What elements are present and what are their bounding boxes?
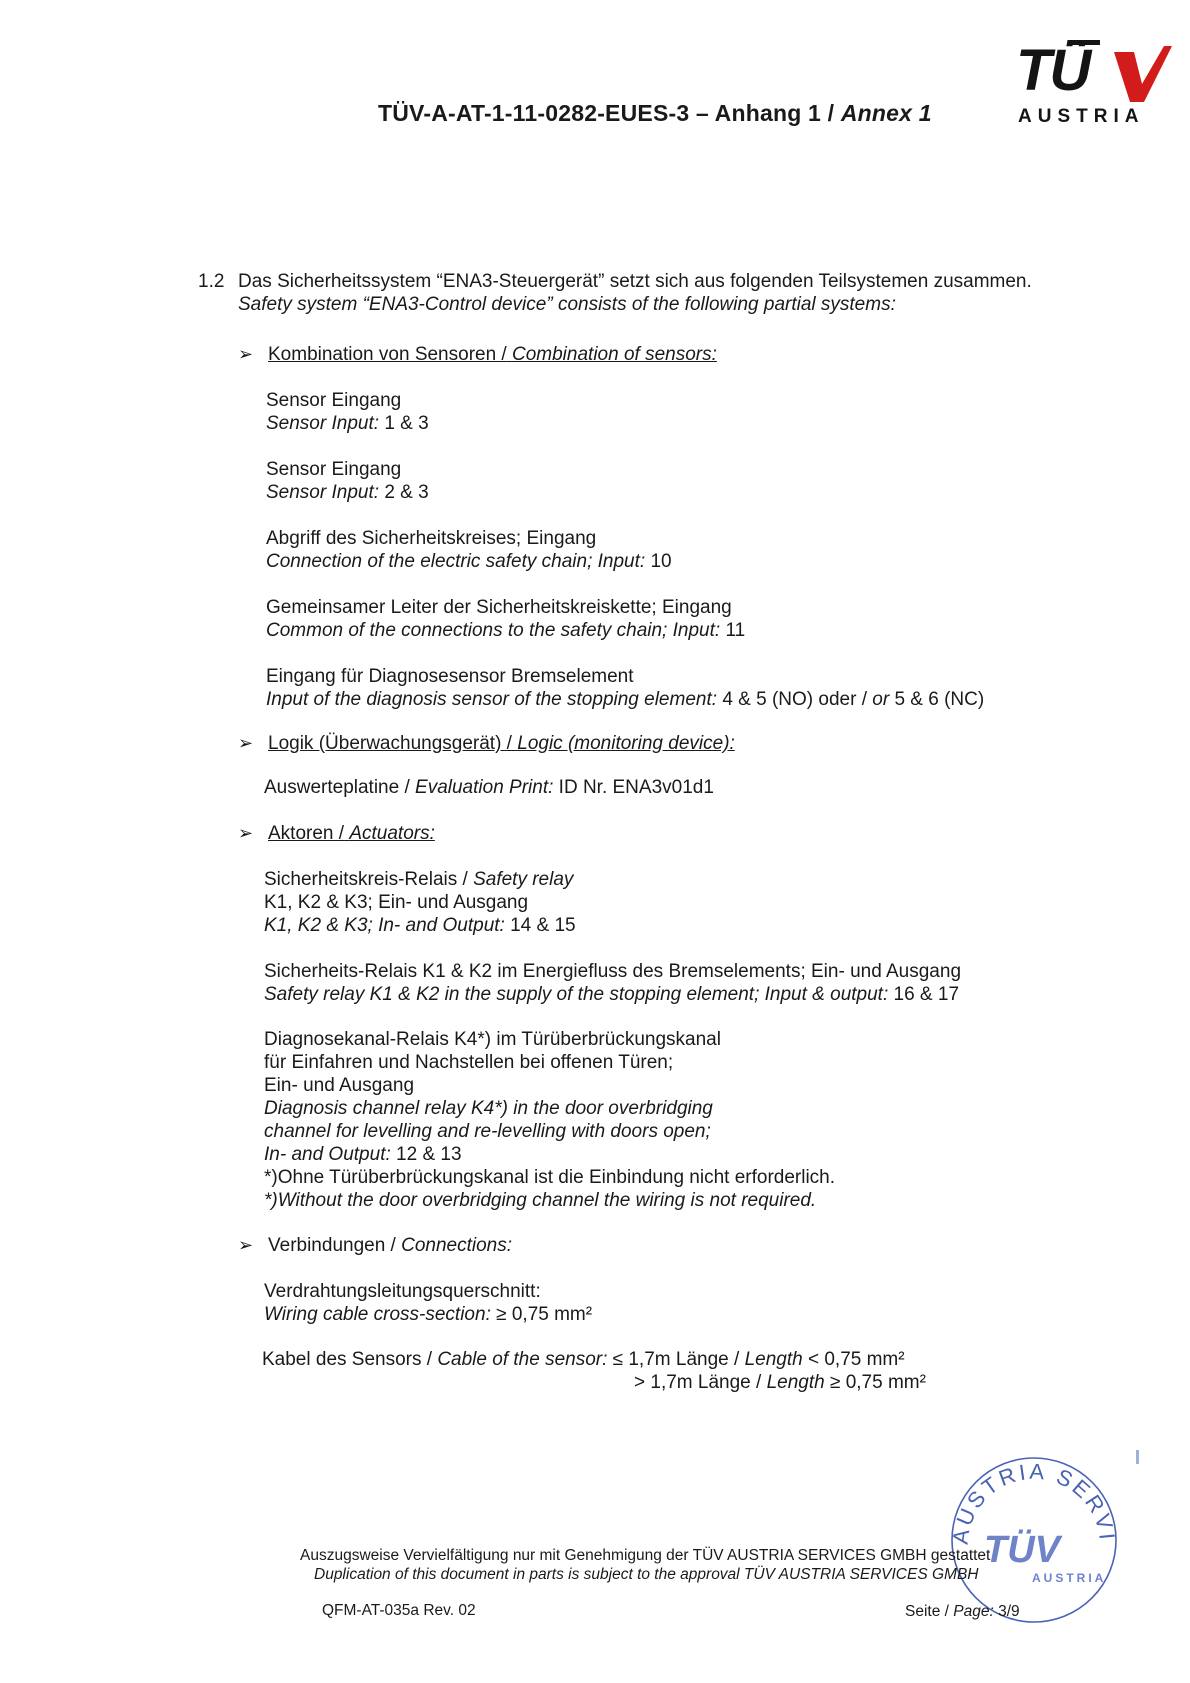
title-main: TÜV-A-AT-1-11-0282-EUES-3 – Anhang 1 / — [378, 100, 835, 126]
tuv-services-stamp — [940, 1440, 1125, 1630]
footer-note: Auszugsweise Vervielfältigung nur mit Genehmigung der TÜV AUSTRIA SERVICES GMBH gestattet Duplication of this document in parts is subject to the approval TÜV AUSTRIA SERVICES GMBH — [300, 1547, 991, 1583]
form-code: QFM-AT-035a Rev. 02 — [322, 1602, 476, 1619]
bullet-heading: Logik (Überwachungsgerät) / Logic (monitoring device): — [268, 733, 735, 754]
arrow-bullet-icon: ➢ — [238, 733, 254, 753]
bullet-heading: Aktoren / Actuators: — [268, 823, 435, 844]
edge-mark — [1136, 1450, 1139, 1464]
bullet-heading: Kombination von Sensoren / Combination of sensors: — [268, 344, 717, 365]
logo-word: TÜ — [1016, 38, 1090, 103]
sensor-item-4: Gemeinsamer Leiter der Sicherheitskreiskette; Eingang Common of the connections to the safety chain; Input: 11 — [266, 597, 746, 641]
arrow-bullet-icon: ➢ — [238, 344, 254, 364]
section-text-de: Das Sicherheitssystem “ENA3-Steuergerät” setzt sich aus folgenden Teilsystemen zusammen. — [238, 271, 1032, 292]
tuv-austria-logo — [1016, 40, 1176, 130]
stamp-center-sub: AUSTRIA — [1032, 1571, 1107, 1585]
wiring-block: Verdrahtungsleitungsquerschnitt: Wiring cable cross-section: ≥ 0,75 mm² — [264, 1281, 593, 1325]
document-title — [378, 100, 932, 127]
diagnosis-relay-block: Diagnosekanal-Relais K4*) im Türüberbrückungskanal für Einfahren und Nachstellen bei offenen Türen; Ein- und Ausgang Diagnosis channel relay K4*) in the door overbridging channel for levelling and re-levelling with doors open; In- and Output: 12 & 13 *)Ohne Türüberbrückungskanal ist die Einbindung nicht erforderlich. *)Without the door overbridging channel the wiring is not required. — [264, 1029, 836, 1211]
bullet-heading: Verbindungen / Connections: — [268, 1235, 513, 1256]
sensor-item-2: Sensor Eingang Sensor Input: 2 & 3 — [266, 459, 429, 503]
cable-block: Kabel des Sensors / Cable of the sensor: ≤ 1,7m Länge / Length < 0,75 mm² > 1,7m Länge / Length ≥ 0,75 mm² — [262, 1349, 926, 1393]
section-number: 1.2 — [198, 271, 225, 292]
title-annex: Annex 1 — [840, 100, 932, 126]
section-text-en: Safety system “ENA3-Control device” consists of the following partial systems: — [238, 294, 896, 315]
supply-relay-block: Sicherheits-Relais K1 & K2 im Energiefluss des Bremselements; Ein- und Ausgang Safety relay K1 & K2 in the supply of the stopping element; Input & output: 16 & 17 — [264, 961, 962, 1005]
safety-relay-block: Sicherheitskreis-Relais / Safety relay K1, K2 & K3; Ein- und Ausgang K1, K2 & K3; In- and Output: 14 & 15 — [264, 869, 576, 936]
sensor-item-3: Abgriff des Sicherheitskreises; Eingang Connection of the electric safety chain; Input: 10 — [266, 528, 672, 572]
arrow-bullet-icon: ➢ — [238, 823, 254, 843]
sensor-item-1: Sensor Eingang Sensor Input: 1 & 3 — [266, 390, 429, 434]
logo-v-mark — [1112, 44, 1174, 106]
sensor-item-5: Eingang für Diagnosesensor Bremselement Input of the diagnosis sensor of the stopping element: 4 & 5 (NO) oder / or 5 & 6 (NC) — [266, 666, 985, 710]
arrow-bullet-icon: ➢ — [238, 1235, 254, 1255]
stamp-center-word: TÜV — [984, 1529, 1060, 1571]
logo-austria-text: AUSTRIA — [1018, 106, 1145, 127]
logic-line: Auswerteplatine / Evaluation Print: ID Nr. ENA3v01d1 — [264, 777, 714, 798]
stamp-ring-text: AUSTRIA SERVI — [947, 1458, 1121, 1546]
page-number: Seite / Page: 3/9 — [905, 1603, 1020, 1620]
